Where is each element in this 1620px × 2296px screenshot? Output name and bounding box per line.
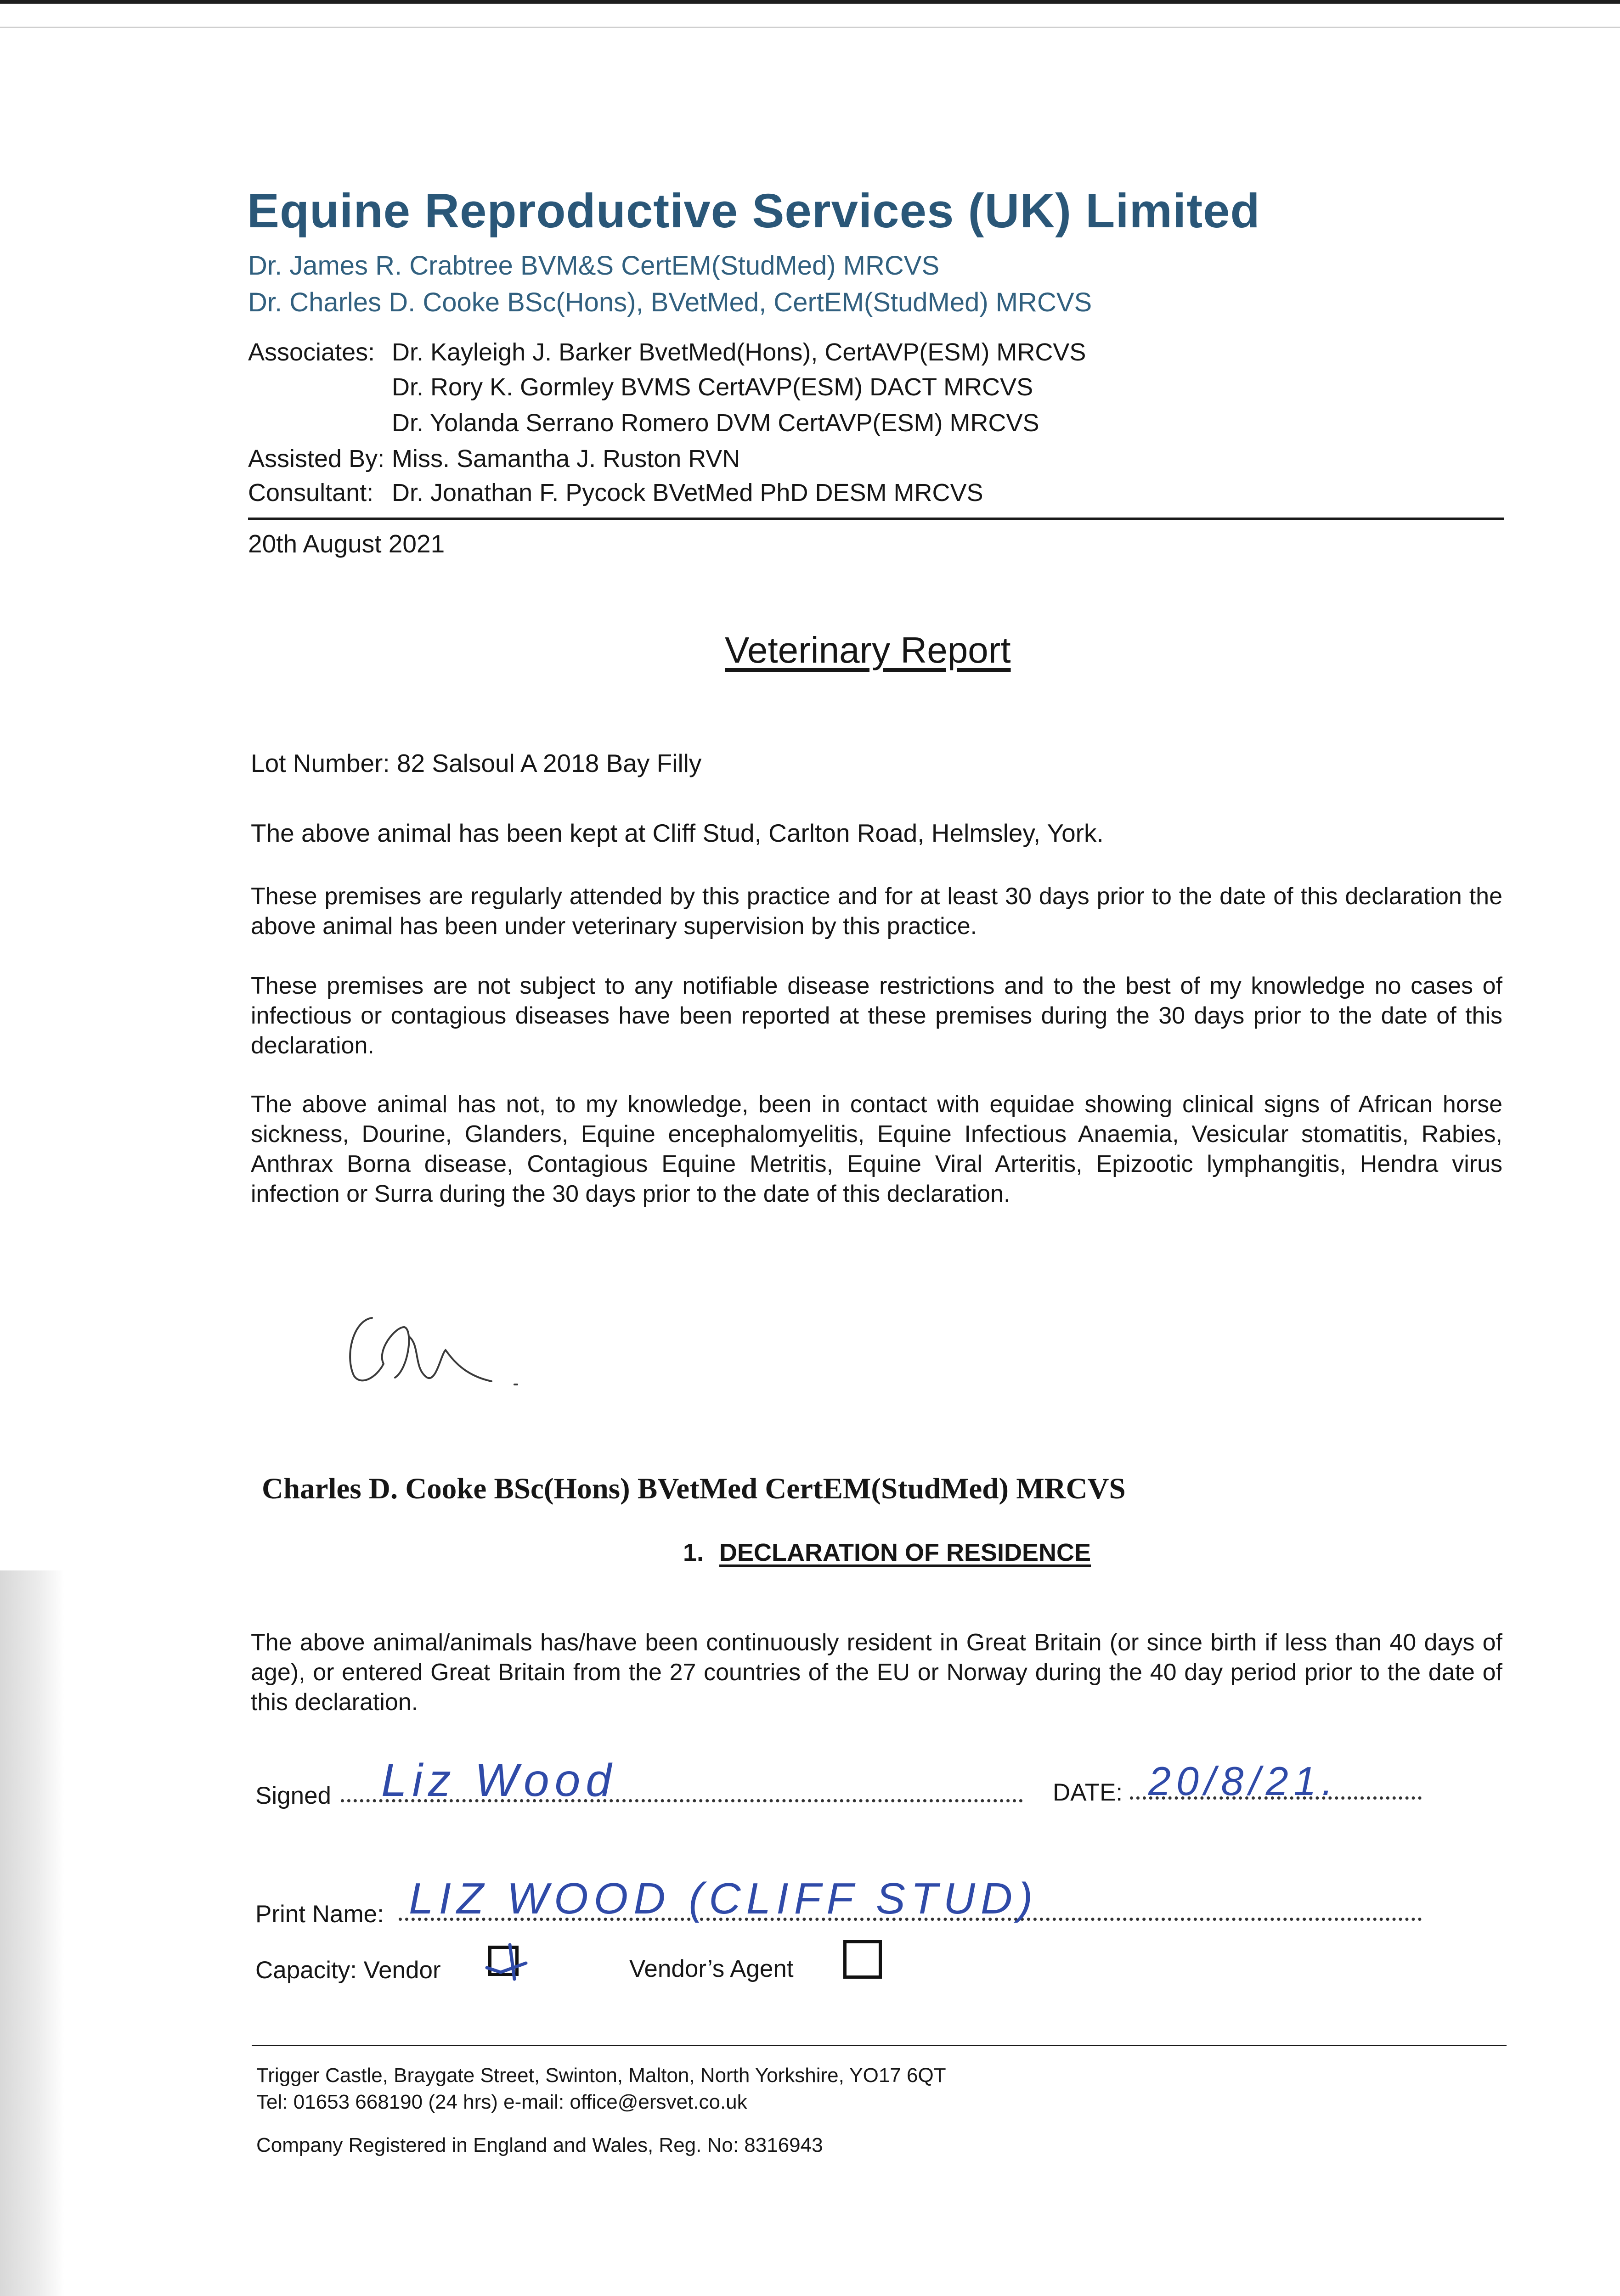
print-name-label: Print Name: [255, 1901, 384, 1928]
signed-label: Signed [255, 1782, 332, 1809]
scan-edge-top [0, 0, 1620, 4]
consultant-label: Consultant: [248, 479, 374, 506]
date-label: DATE: [1053, 1779, 1123, 1806]
vendor-agent-label: Vendor’s Agent [629, 1955, 794, 1982]
paragraph-contact-declaration: The above animal has not, to my knowledge, been in contact with equidae showing clinical signs of African horse sickness, Dourine, Glanders, Equine encephalomyelitis, Equine Infectious Anaemia, Vesicular stomatitis, Rabies, Anthrax Borna disease, Contagious Equine Metritis, Equine Viral Arteritis, Epizootic lymphangitis, Hendra virus infection or Surra during the 30 days prior to the date of this declaration. [251, 1091, 1502, 1207]
declaration-heading [683, 1538, 1091, 1567]
signed-signature[interactable]: Liz Wood [381, 1755, 617, 1806]
vendor-agent-checkbox[interactable] [843, 1940, 882, 1979]
assisted-by-label: Assisted By: [248, 445, 385, 473]
footer-address: Trigger Castle, Braygate Street, Swinton, Malton, North Yorkshire, YO17 6QT [256, 2064, 946, 2087]
capacity-vendor-label: Capacity: Vendor [255, 1957, 441, 1984]
letterhead-divider [248, 518, 1504, 520]
paragraph-disease-restrictions: These premises are not subject to any notifiable disease restrictions and to the best of my knowledge no cases of infectious or contagious diseases have been reported at these premises during the 30 days prior to the date of this declaration. [251, 973, 1502, 1059]
signer-name: Charles D. Cooke BSc(Hons) BVetMed CertEM(StudMed) MRCVS [262, 1472, 1126, 1505]
consultant-name: Dr. Jonathan F. Pycock BVetMed PhD DESM MRCVS [392, 479, 983, 506]
date-handwritten[interactable]: 20/8/21. [1148, 1758, 1339, 1804]
scan-shadow-left [0, 1570, 64, 2296]
veterinarian-signature [340, 1300, 533, 1391]
company-name: Equine Reproductive Services (UK) Limited [247, 184, 1260, 238]
paragraph-supervision: These premises are regularly attended by this practice and for at least 30 days prior to the date of this declaration the above animal has been under veterinary supervision by this practice. [251, 883, 1502, 940]
director-line-2: Dr. Charles D. Cooke BSc(Hons), BVetMed, CertEM(StudMed) MRCVS [248, 287, 1092, 317]
footer-registration: Company Registered in England and Wales, Reg. No: 8316943 [256, 2134, 823, 2156]
premises-line: The above animal has been kept at Cliff Stud, Carlton Road, Helmsley, York. [251, 819, 1104, 847]
vendor-check-mark [482, 1936, 547, 1986]
report-date: 20th August 2021 [248, 529, 445, 558]
associate-1: Dr. Kayleigh J. Barker BvetMed(Hons), CertAVP(ESM) MRCVS [392, 338, 1086, 366]
declaration-text: The above animal/animals has/have been continuously resident in Great Britain (or since birth if less than 40 days of age), or entered Great Britain from the 27 countries of the EU or Norway during the 40 day period prior to the date of this declaration. [251, 1629, 1502, 1716]
footer-divider [252, 2045, 1507, 2046]
declaration-title: DECLARATION OF RESIDENCE [719, 1539, 1091, 1566]
associate-3: Dr. Yolanda Serrano Romero DVM CertAVP(ESM) MRCVS [392, 409, 1039, 437]
assisted-by-name: Miss. Samantha J. Ruston RVN [392, 445, 740, 473]
footer-contact: Tel: 01653 668190 (24 hrs) e-mail: office@ersvet.co.uk [256, 2091, 747, 2113]
associates-label: Associates: [248, 338, 375, 366]
scan-edge-line [0, 27, 1620, 28]
director-line-1: Dr. James R. Crabtree BVM&S CertEM(StudMed) MRCVS [248, 251, 940, 281]
print-name-handwritten[interactable]: LIZ WOOD (CLIFF STUD) [409, 1874, 1039, 1923]
associate-2: Dr. Rory K. Gormley BVMS CertAVP(ESM) DACT MRCVS [392, 373, 1033, 401]
declaration-number: 1. [683, 1539, 704, 1566]
lot-number: Lot Number: 82 Salsoul A 2018 Bay Filly [251, 749, 702, 777]
report-title: Veterinary Report [725, 630, 1011, 670]
